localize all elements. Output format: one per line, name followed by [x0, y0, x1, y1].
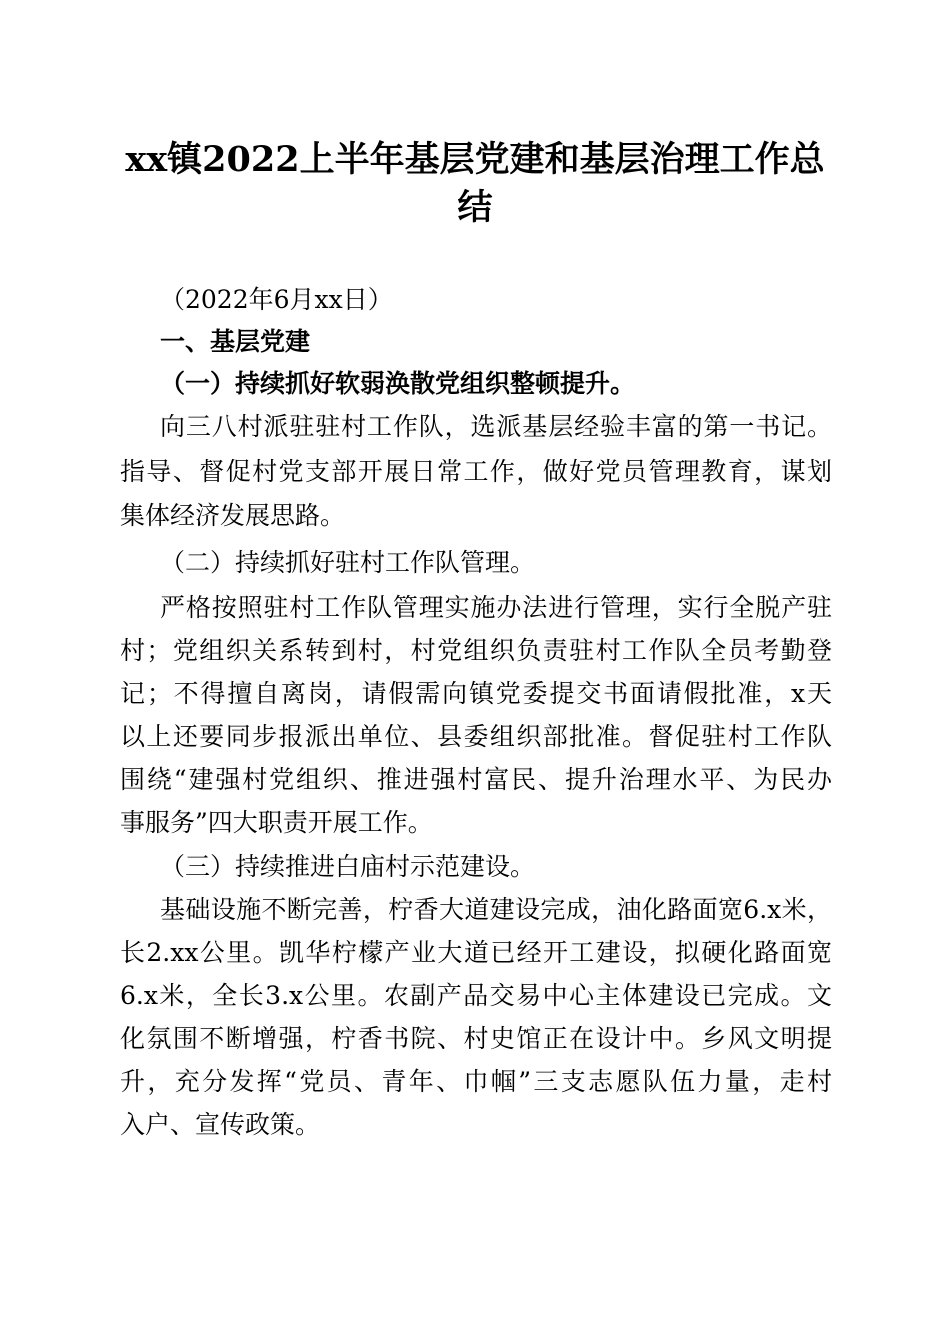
paragraph-line: 化氛围不断增强，柠香书院、村史馆正在设计中。乡风文明提	[120, 1024, 832, 1053]
paragraph-line: 6.x米，全长3.x公里。农副产品交易中心主体建设已完成。文	[120, 981, 832, 1010]
subheading-3: （三）持续推进白庙村示范建设。	[160, 852, 536, 881]
paragraph-line: 指导、督促村党支部开展日常工作，做好党员管理教育，谋划	[120, 457, 832, 486]
paragraph-line: 集体经济发展思路。	[120, 501, 346, 530]
document-date: （2022年6月xx日）	[160, 285, 393, 314]
paragraph-line: 升，充分发挥“党员、青年、巾帼”三支志愿队伍力量，走村	[120, 1067, 832, 1096]
subheading-2: （二）持续抓好驻村工作队管理。	[160, 548, 536, 577]
paragraph-line: 向三八村派驻驻村工作队，选派基层经验丰富的第一书记。	[160, 412, 832, 441]
paragraph-line: 以上还要同步报派出单位、县委组织部批准。督促驻村工作队	[120, 722, 832, 751]
subheading-1: （一）持续抓好软弱涣散党组织整顿提升。	[160, 369, 636, 398]
document-title-line-1: xx镇2022上半年基层党建和基层治理工作总	[125, 139, 825, 180]
paragraph-line: 围绕“建强村党组织、推进强村富民、提升治理水平、为民办	[120, 765, 832, 794]
paragraph-line: 记；不得擅自离岗，请假需向镇党委提交书面请假批准，x天	[120, 679, 832, 708]
paragraph-line: 长2.xx公里。凯华柠檬产业大道已经开工建设，拟硬化路面宽	[120, 938, 832, 967]
paragraph-line: 事服务”四大职责开展工作。	[120, 808, 433, 837]
paragraph-line: 严格按照驻村工作队管理实施办法进行管理，实行全脱产驻	[160, 593, 832, 622]
paragraph-line: 基础设施不断完善，柠香大道建设完成，油化路面宽6.x米，	[160, 895, 832, 924]
paragraph-line: 入户、宣传政策。	[120, 1110, 321, 1139]
section-heading: 一、基层党建	[160, 327, 311, 356]
document-title-line-2: 结	[457, 187, 493, 228]
paragraph-line: 村；党组织关系转到村，村党组织负责驻村工作队全员考勤登	[120, 636, 832, 665]
